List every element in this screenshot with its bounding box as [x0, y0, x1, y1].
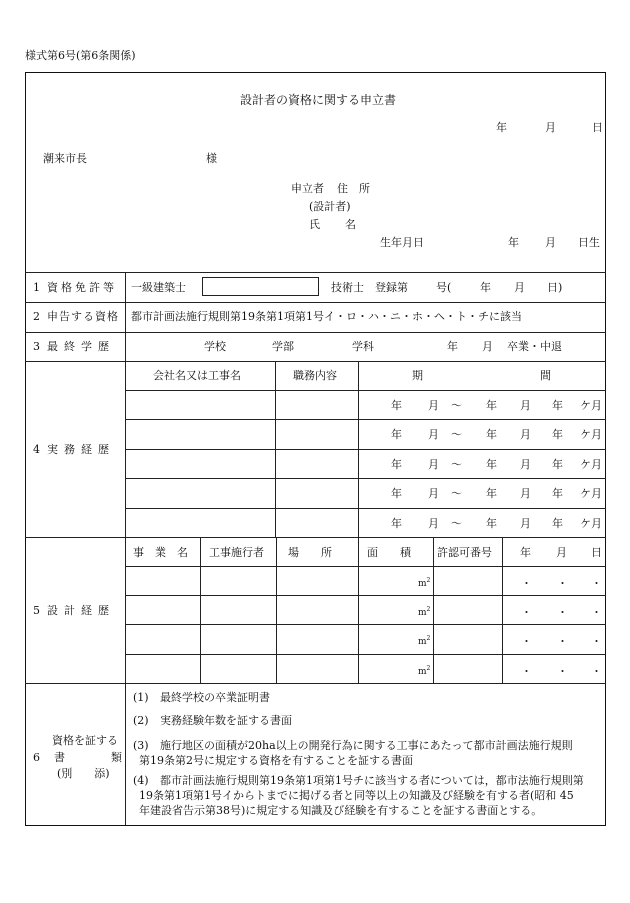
form-title: 設計者の資格に関する申立書 [240, 93, 397, 107]
r4-row-rule [125, 508, 606, 509]
r4-period-m2: 月 [520, 516, 531, 530]
area-unit-m: m [418, 579, 427, 589]
r4-period-m2: 月 [520, 457, 531, 471]
date-month: 月 [545, 121, 556, 134]
r4-period-y1: 年 [391, 399, 402, 412]
r4-row-rule [125, 419, 606, 420]
doc-item-text: 最終学校の卒業証明書 [160, 691, 270, 704]
education-status: 卒業・中退 [507, 340, 562, 353]
r5-row-rule [125, 595, 606, 596]
r4-row-rule [125, 390, 606, 391]
r5-header-project: 事 業 名 [133, 546, 188, 559]
r4-period-y3: 年 [552, 399, 563, 412]
r4-period-months: ケ月 [580, 399, 602, 412]
area-unit-sup: 2 [426, 577, 431, 584]
name-label-b: 名 [345, 218, 356, 231]
row2-label: 申告する資格 [47, 310, 119, 323]
area-unit [418, 666, 430, 677]
education-year: 年 [447, 340, 458, 353]
r5-header-contractor: 工事施行者 [209, 546, 264, 559]
row4-number: 4 [33, 443, 40, 456]
addressee: 潮来市長 [43, 152, 87, 165]
applicant-label: 申立者 [291, 182, 324, 195]
row6-label-b: 書 [54, 751, 65, 764]
registration-day: 日) [547, 281, 563, 294]
date-day: 日 [592, 121, 603, 134]
row1-number: 1 [33, 281, 40, 294]
row5-number: 5 [33, 604, 40, 617]
row2-number: 2 [33, 310, 40, 323]
r5-row-rule [125, 654, 606, 655]
r5-header-location: 場 所 [288, 546, 332, 559]
area-unit-sup: 2 [426, 635, 431, 643]
r4-period-y1: 年 [391, 516, 402, 530]
row6-label-a: 資格を証する [52, 734, 118, 747]
date-separator-dot: ・ [591, 664, 602, 678]
declared-qualification: 都市計画法施行規則第19条第1項第1号イ・ロ・ハ・ニ・ホ・ヘ・ト・チに該当 [131, 310, 522, 323]
rule-top-section [25, 272, 606, 273]
row6-label-c: 類 [111, 751, 122, 764]
r4-period-y1: 年 [391, 457, 402, 471]
r4-header-duty: 職務内容 [293, 369, 337, 382]
r5-row-rule [125, 566, 606, 567]
date-year: 年 [496, 121, 507, 134]
r4-row-rule [125, 449, 606, 450]
r4-period-m2: 月 [520, 487, 531, 501]
r4-period-y2: 年 [486, 487, 497, 501]
r5-col-divider-4 [433, 537, 434, 683]
row6-number: 6 [33, 751, 40, 764]
r5-col-divider-3 [358, 537, 359, 683]
date-separator-dot: ・ [591, 606, 602, 620]
birth-day: 日生 [578, 236, 600, 249]
r4-period-y3: 年 [552, 516, 563, 530]
r5-col-divider-5 [502, 537, 503, 683]
date-separator-dot: ・ [591, 577, 602, 590]
r4-header-period-b: 間 [540, 369, 551, 382]
doc-item-number: (4) [133, 774, 149, 787]
r4-period-months: ケ月 [580, 457, 602, 471]
r4-period-tilde: 〜 [451, 428, 462, 442]
r4-period-y2: 年 [486, 399, 497, 412]
designer-note: (設計者) [309, 200, 351, 213]
birth-year: 年 [508, 236, 519, 249]
date-separator-dot: ・ [557, 635, 568, 649]
license-type: 一級建築士 [131, 281, 186, 294]
row5-label: 設計経歴 [47, 604, 115, 617]
date-separator-dot: ・ [557, 577, 568, 590]
row3-number: 3 [33, 340, 40, 353]
education-school: 学校 [204, 340, 226, 353]
doc-item-number: (1) [133, 691, 149, 704]
birth-month: 月 [545, 236, 556, 249]
r4-period-tilde: 〜 [451, 457, 462, 471]
row6-label-d: (別 添) [57, 767, 110, 780]
r5-header-permit: 許認可番号 [437, 546, 492, 559]
form-number: 様式第6号(第6条関係) [25, 49, 136, 62]
date-separator-dot: ・ [557, 606, 568, 620]
r4-period-m1: 月 [428, 399, 439, 412]
r4-period-months: ケ月 [580, 487, 602, 501]
area-unit-m: m [418, 666, 427, 677]
r4-header-company: 会社名又は工事名 [153, 369, 241, 382]
r5-header-year: 年 [520, 546, 531, 559]
registration-year: 年 [480, 281, 491, 294]
date-separator-dot: ・ [521, 577, 532, 590]
doc-item-text: 19条第1項第1号イからトまでに掲げる者と同等以上の知識及び経験を有する者(昭和 45 [139, 789, 574, 802]
label-column-divider [125, 272, 126, 825]
r4-period-y2: 年 [486, 457, 497, 471]
area-unit [418, 607, 430, 618]
license-input-box[interactable] [202, 277, 319, 296]
date-separator-dot: ・ [557, 664, 568, 678]
r4-period-y1: 年 [391, 487, 402, 501]
doc-item-text: 第19条第2号に規定する資格を有することを証する書面 [139, 754, 413, 767]
education-dept: 学科 [352, 340, 374, 353]
r4-row-rule [125, 478, 606, 479]
date-separator-dot: ・ [521, 635, 532, 649]
r4-period-y3: 年 [552, 457, 563, 471]
address-label: 住 所 [337, 182, 370, 195]
r5-header-day: 日 [591, 546, 602, 559]
r4-header-period-a: 期 [412, 369, 423, 382]
r4-period-m1: 月 [428, 487, 439, 501]
registration-month: 月 [514, 281, 525, 294]
date-separator-dot: ・ [521, 606, 532, 620]
date-separator-dot: ・ [521, 664, 532, 678]
education-month: 月 [482, 340, 493, 353]
row4-label: 実務経歴 [47, 443, 115, 456]
row1-label: 資格免許等 [47, 281, 117, 294]
doc-item-text: 施行地区の面積が20ha以上の開発行為に関する工事にあたって都市計画法施行規則 [160, 739, 573, 752]
registration-go: 号( [436, 281, 452, 294]
r4-period-m1: 月 [428, 428, 439, 442]
row3-label: 最終学歴 [47, 340, 115, 353]
area-unit [418, 636, 430, 647]
doc-item-number: (3) [133, 739, 149, 752]
area-unit-m: m [418, 637, 427, 648]
r4-period-m1: 月 [428, 457, 439, 471]
r4-period-tilde: 〜 [451, 487, 462, 501]
rule-row2 [25, 332, 606, 333]
r4-period-months: ケ月 [580, 516, 602, 530]
r4-period-y3: 年 [552, 487, 563, 501]
education-faculty: 学部 [272, 340, 294, 353]
doc-item-text: 都市計画法施行規則第19条第1項第1号チに該当する者については，都市法施行規則第 [160, 774, 584, 787]
engineer-registration: 技術士 登録第 [331, 281, 408, 294]
r4-period-y3: 年 [552, 428, 563, 442]
area-unit [418, 578, 430, 589]
rule-row4 [25, 537, 606, 538]
doc-item-text: 年建設省告示第38号)に規定する知識及び経験を有することを証する書面とする。 [139, 804, 543, 817]
r4-period-y2: 年 [486, 516, 497, 530]
r4-period-m1: 月 [428, 516, 439, 530]
rule-row5 [25, 683, 606, 684]
area-unit-sup: 2 [426, 606, 431, 614]
r4-period-months: ケ月 [580, 428, 602, 442]
doc-item-number: (2) [133, 714, 149, 727]
r4-period-y1: 年 [391, 428, 402, 442]
r5-col-divider-2 [276, 537, 277, 683]
area-unit-m: m [418, 608, 427, 619]
doc-item-text: 実務経験年数を証する書面 [160, 714, 292, 727]
date-separator-dot: ・ [591, 635, 602, 649]
r5-col-divider-1 [200, 537, 201, 683]
r4-period-m2: 月 [520, 399, 531, 412]
addressee-honorific: 様 [206, 152, 217, 165]
r4-period-y2: 年 [486, 428, 497, 442]
r4-period-m2: 月 [520, 428, 531, 442]
r5-row-rule [125, 624, 606, 625]
r5-header-area: 面 積 [367, 546, 411, 559]
rule-row1 [25, 302, 606, 303]
r4-period-tilde: 〜 [451, 399, 462, 412]
area-unit-sup: 2 [426, 664, 431, 672]
rule-row3 [25, 361, 606, 362]
r5-header-month: 月 [556, 546, 567, 559]
birth-label: 生年月日 [380, 236, 424, 249]
name-label-a: 氏 [309, 218, 320, 231]
r4-period-tilde: 〜 [451, 516, 462, 530]
